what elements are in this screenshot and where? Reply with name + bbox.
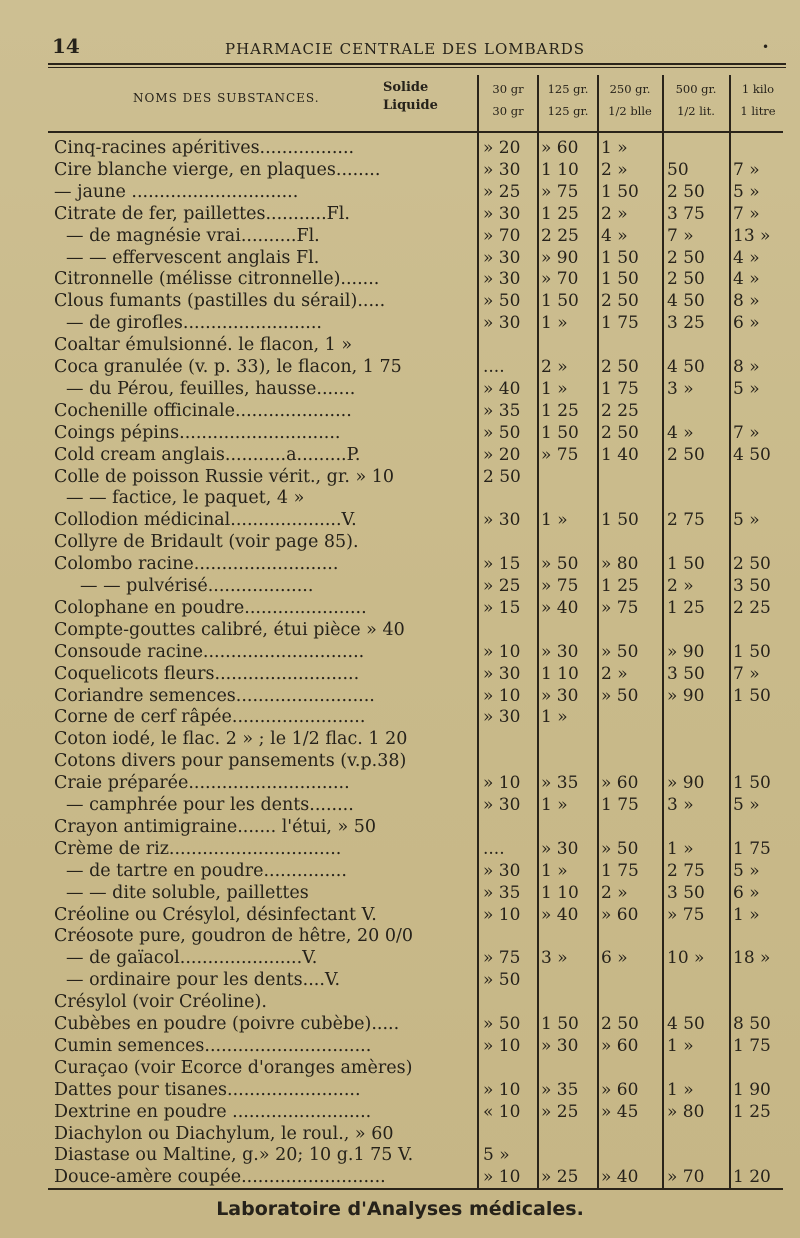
price-cell: 1 50 [733,641,771,662]
col4-head-top: 500 gr. [675,82,717,96]
substance-name: Créoline ou Crésylol, désinfectant V. [54,904,377,925]
price-cell: » 30 [483,203,521,224]
table-row [0,488,800,509]
price-cell: 1 25 [541,400,579,421]
price-cell: » 10 [483,685,521,706]
substance-name: Clous fumants (pastilles du sérail)..... [54,291,386,312]
substance-name: Citronnelle (mélisse citronnelle)....... [54,269,380,290]
table-row [0,598,800,619]
price-cell: » 35 [541,1079,579,1100]
table-row [0,664,800,685]
col5-head-bottom: 1 litre [740,104,776,118]
table-row [0,1036,800,1057]
price-cell: 8 » [733,357,760,377]
price-cell: .... [483,838,505,859]
header-rule-thin [48,67,786,68]
substance-name: Cinq-racines apéritives................. [54,138,355,158]
price-cell: 4 » [601,225,628,246]
price-cell: 18 » [733,948,771,969]
table-row [0,138,800,159]
substance-name: Craie préparée............................. [54,773,350,794]
price-cell: » 50 [541,554,579,575]
price-cell: » 60 [601,1079,639,1100]
substance-name: — de tartre en poudre............... [66,860,347,881]
table-row [0,182,800,203]
price-cell: » 20 [483,138,521,158]
price-cell: » 20 [483,444,521,465]
price-cell: 3 50 [667,663,705,684]
col2-head-top: 125 gr. [547,82,589,96]
price-cell: » 70 [483,225,521,246]
price-cell: 1 50 [601,269,639,290]
price-cell: 4 » [733,269,760,290]
price-cell: 1 75 [733,838,771,859]
price-cell: 2 50 [601,422,639,443]
price-cell: » 75 [541,444,579,465]
price-cell: 7 » [667,225,694,246]
price-cell: 4 50 [667,291,705,312]
price-cell: » 80 [667,1101,705,1122]
substance-name: Collyre de Bridault (voir page 85). [54,532,359,553]
price-cell: 3 » [667,795,694,815]
column-head-names: NOMS DES SUBSTANCES. [133,91,320,105]
price-cell: 1 50 [733,773,771,794]
price-cell: 3 50 [733,576,771,596]
price-cell: 1 » [601,138,628,158]
table-row [0,926,800,947]
col1-head-top: 30 gr [492,82,524,96]
substance-name: Coings pépins............................. [54,422,341,443]
price-cell: » 60 [601,773,639,794]
substance-name: Dattes pour tisanes........................ [54,1079,361,1100]
price-cell: 1 20 [733,1167,771,1188]
price-cell: 6 » [733,882,760,903]
price-cell: » 50 [483,291,521,312]
table-row [0,1124,800,1145]
substance-name: Crayon antimigraine....... l'étui, » 50 [54,816,377,837]
price-cell: » 30 [483,269,521,290]
price-cell: 2 50 [601,1014,639,1034]
price-cell: 1 » [541,510,568,531]
substance-name: Consoude racine............................. [54,641,365,662]
price-cell: » 75 [483,948,521,969]
price-cell: 2 » [541,357,568,377]
price-cell: » 50 [483,422,521,443]
header-rule [48,63,786,65]
price-cell: 7 » [733,203,760,224]
table-row [0,291,800,312]
table-row [0,905,800,926]
price-cell: 1 50 [667,554,705,575]
price-cell: 2 50 [601,357,639,377]
table-row [0,269,800,290]
price-cell: » 10 [483,1167,521,1188]
page-number: 14 [52,34,80,58]
price-cell: » 25 [483,576,521,596]
substance-name: Diachylon ou Diachylum, le roul., » 60 [54,1123,394,1144]
table-row [0,620,800,641]
substance-name: Cumin semences.............................. [54,1035,372,1056]
price-cell: 2 25 [541,225,579,246]
price-cell: » 10 [483,641,521,662]
price-cell: 1 » [667,1035,694,1056]
price-cell: 1 » [541,860,568,881]
price-cell: » 90 [667,641,705,662]
price-cell: 5 » [733,860,760,881]
price-cell: » 10 [483,1035,521,1056]
price-cell: 8 » [733,291,760,312]
price-cell: 1 25 [601,576,639,596]
substance-name: Cubèbes en poudre (poivre cubèbe)..... [54,1014,400,1034]
substance-name: Crésylol (voir Créoline). [54,992,267,1013]
col2-head-bottom: 125 gr. [547,104,589,118]
price-cell: » 10 [483,904,521,925]
price-cell: » 10 [483,1079,521,1100]
header-ornament: • [762,40,770,54]
price-cell: 2 » [601,882,628,903]
price-cell: 1 50 [601,247,639,268]
price-cell: » 30 [483,860,521,881]
table-row [0,379,800,400]
price-cell: 1 » [667,1079,694,1100]
substance-name: Coquelicots fleurs.......................... [54,663,360,684]
price-cell: 1 » [733,904,760,925]
price-cell: 1 50 [541,422,579,443]
price-cell: 1 50 [601,510,639,531]
column-head-solide: Solide [383,80,429,95]
price-cell: » 30 [483,510,521,531]
substance-name: Cold cream anglais...........a.........P. [54,444,361,465]
price-cell: 7 » [733,159,760,180]
price-cell: 1 » [541,313,568,334]
price-cell: » 30 [541,1035,579,1056]
price-cell: 3 25 [667,313,705,334]
price-cell: 2 25 [733,597,771,618]
price-cell: » 90 [667,773,705,794]
substance-name: — camphrée pour les dents........ [66,795,354,815]
col3-head-top: 250 gr. [609,82,651,96]
table-row [0,773,800,794]
table-row [0,401,800,422]
price-cell: » 70 [667,1167,705,1188]
table-row [0,423,800,444]
substance-name: Colophane en poudre...................... [54,597,367,618]
substance-name: Corne de cerf râpée........................ [54,707,366,728]
price-cell: » 35 [483,882,521,903]
substance-name: — — factice, le paquet, 4 » [66,488,305,509]
price-cell: 2 50 [667,444,705,465]
price-cell: 1 » [667,838,694,859]
footer-title: Laboratoire d'Analyses médicales. [216,1198,584,1220]
price-cell: 5 » [733,378,760,399]
table-row [0,1080,800,1101]
price-cell: 1 50 [541,291,579,312]
table-row [0,445,800,466]
price-cell: 1 10 [541,159,579,180]
price-cell: 4 50 [667,1014,705,1034]
page-title: PHARMACIE CENTRALE DES LOMBARDS [225,40,586,58]
price-cell: 7 » [733,663,760,684]
price-cell: » 75 [541,181,579,202]
substance-name: Cochenille officinale..................... [54,400,352,421]
table-row [0,313,800,334]
price-cell: 1 40 [601,444,639,465]
price-cell: 4 » [667,422,694,443]
price-cell: 5 » [483,1145,510,1166]
price-cell: » 30 [541,641,579,662]
price-cell: 2 75 [667,510,705,531]
price-cell: » 30 [483,159,521,180]
price-cell: 2 50 [667,269,705,290]
col5-head-top: 1 kilo [741,82,775,96]
substance-name: Coaltar émulsionné. le flacon, 1 » [54,335,353,356]
price-cell: 1 » [541,378,568,399]
price-cell: » 60 [541,138,579,158]
price-cell: » 15 [483,597,521,618]
table-row [0,795,800,816]
price-cell: 3 » [541,948,568,969]
price-cell: 1 » [541,795,568,815]
table-row [0,948,800,969]
substance-name: Compte-gouttes calibré, étui pièce » 40 [54,619,405,640]
table-row [0,576,800,597]
price-cell: 1 » [541,707,568,728]
price-cell: » 50 [483,970,521,991]
price-cell: 1 25 [733,1101,771,1122]
price-cell: 1 75 [601,795,639,815]
table-row [0,861,800,882]
price-cell: 50 [667,159,689,180]
table-row [0,970,800,991]
price-cell: 2 » [601,159,628,180]
price-cell: 1 10 [541,663,579,684]
table-row [0,554,800,575]
price-cell: 1 25 [541,203,579,224]
substance-name: — du Pérou, feuilles, hausse....... [66,378,356,399]
price-cell: 1 75 [601,860,639,881]
price-cell: » 40 [601,1167,639,1188]
table-row [0,817,800,838]
col1-head-bottom: 30 gr [492,104,524,118]
table-row [0,160,800,181]
substance-name: Créosote pure, goudron de hêtre, 20 0/0 [54,926,414,947]
price-cell: » 75 [667,904,705,925]
price-cell: 2 50 [667,247,705,268]
substance-name: Diastase ou Maltine, g.» 20; 10 g.1 75 V. [54,1145,414,1166]
price-cell: » 80 [601,554,639,575]
price-cell: 7 » [733,422,760,443]
table-row [0,1167,800,1188]
price-cell: 3 75 [667,203,705,224]
substance-name: Cotons divers pour pansements (v.p.38) [54,751,407,772]
col3-head-bottom: 1/2 blle [608,104,652,118]
price-cell: » 30 [483,313,521,334]
table-row [0,510,800,531]
price-cell: » 30 [483,795,521,815]
table-row [0,729,800,750]
price-cell: 2 75 [667,860,705,881]
price-cell: 4 » [733,247,760,268]
price-cell: 2 » [601,663,628,684]
price-cell: 2 50 [483,466,521,487]
price-cell: » 90 [667,685,705,706]
table-row [0,883,800,904]
table-row [0,467,800,488]
table-row [0,707,800,728]
price-cell: » 25 [483,181,521,202]
price-cell: 5 » [733,181,760,202]
price-cell: » 50 [601,641,639,662]
substance-name: — jaune .............................. [54,181,299,202]
table-bottom-rule [48,1188,783,1190]
price-cell: » 50 [601,838,639,859]
price-cell: 10 » [667,948,705,969]
price-cell: 2 » [667,576,694,596]
col4-head-bottom: 1/2 lit. [677,104,715,118]
table-row [0,751,800,772]
price-cell: » 30 [483,663,521,684]
price-cell: 2 50 [667,181,705,202]
price-cell: » 60 [601,904,639,925]
substance-name: Coca granulée (v. p. 33), le flacon, 1 75 [54,357,402,377]
price-cell: « 10 [483,1101,521,1122]
price-cell: » 10 [483,773,521,794]
price-cell: » 75 [541,576,579,596]
substance-name: Dextrine en poudre ......................... [54,1101,372,1122]
table-row [0,532,800,553]
price-cell: » 25 [541,1101,579,1122]
price-cell: 3 » [667,378,694,399]
price-cell: 2 50 [733,554,771,575]
price-cell: 3 50 [667,882,705,903]
table-row [0,992,800,1013]
price-cell: 1 50 [601,181,639,202]
price-cell: 6 » [733,313,760,334]
substance-name: — — dite soluble, paillettes [66,882,309,903]
price-cell: 13 » [733,225,771,246]
price-cell: » 40 [483,378,521,399]
price-cell: 8 50 [733,1014,771,1034]
price-cell: » 30 [483,707,521,728]
price-cell: 2 50 [601,291,639,312]
substance-name: — — effervescent anglais Fl. [66,247,320,268]
table-head-rule [48,131,783,133]
table-row [0,642,800,663]
substance-name: Citrate de fer, paillettes...........Fl. [54,203,350,224]
substance-name: Coriandre semences......................... [54,685,375,706]
table-row [0,686,800,707]
price-cell: 4 50 [667,357,705,377]
price-cell: » 30 [541,838,579,859]
table-row [0,1014,800,1035]
column-head-liquide: Liquide [383,98,438,113]
price-cell: 1 75 [601,313,639,334]
price-cell: 2 » [601,203,628,224]
price-cell: 6 » [601,948,628,969]
price-cell: 5 » [733,795,760,815]
price-cell: » 40 [541,597,579,618]
substance-name: Cire blanche vierge, en plaques........ [54,159,381,180]
price-cell: 1 50 [733,685,771,706]
price-cell: » 35 [541,773,579,794]
table-row [0,248,800,269]
price-cell: 2 25 [601,400,639,421]
substance-name: Colle de poisson Russie vérit., gr. » 10 [54,466,394,487]
substance-name: Coton iodé, le flac. 2 » ; le 1/2 flac. 1 20 [54,729,408,750]
substance-name: — — pulvérisé................... [80,576,314,596]
substance-name: Curaçao (voir Ecorce d'oranges amères) [54,1057,413,1078]
table-row [0,335,800,356]
price-cell: 4 50 [733,444,771,465]
price-cell: 1 75 [733,1035,771,1056]
table-row [0,839,800,860]
price-cell: » 25 [541,1167,579,1188]
substance-name: — de gaïacol......................V. [66,948,318,969]
price-cell: » 90 [541,247,579,268]
table-row [0,1058,800,1079]
price-cell: » 35 [483,400,521,421]
price-cell: » 75 [601,597,639,618]
price-cell: » 50 [483,1014,521,1034]
price-cell: 1 25 [667,597,705,618]
substance-name: Douce-amère coupée.......................... [54,1167,386,1188]
price-cell: 1 50 [541,1014,579,1034]
price-cell: » 45 [601,1101,639,1122]
price-cell: » 70 [541,269,579,290]
price-cell: » 15 [483,554,521,575]
price-cell: » 60 [601,1035,639,1056]
price-cell: .... [483,357,505,377]
price-cell: 5 » [733,510,760,531]
price-cell: 1 10 [541,882,579,903]
table-row [0,1145,800,1166]
price-cell: » 30 [483,247,521,268]
price-cell: » 30 [541,685,579,706]
substance-name: — ordinaire pour les dents....V. [66,970,341,991]
table-row [0,204,800,225]
table-row [0,357,800,378]
price-cell: 1 75 [601,378,639,399]
substance-name: Colombo racine.......................... [54,554,339,575]
substance-name: Crème de riz............................... [54,838,342,859]
substance-name: — de magnésie vrai..........Fl. [66,225,320,246]
price-cell: » 50 [601,685,639,706]
substance-name: — de girofles......................... [66,313,322,334]
table-row [0,1102,800,1123]
substance-name: Collodion médicinal....................V. [54,510,357,531]
price-cell: » 40 [541,904,579,925]
price-cell: 1 90 [733,1079,771,1100]
table-row [0,226,800,247]
